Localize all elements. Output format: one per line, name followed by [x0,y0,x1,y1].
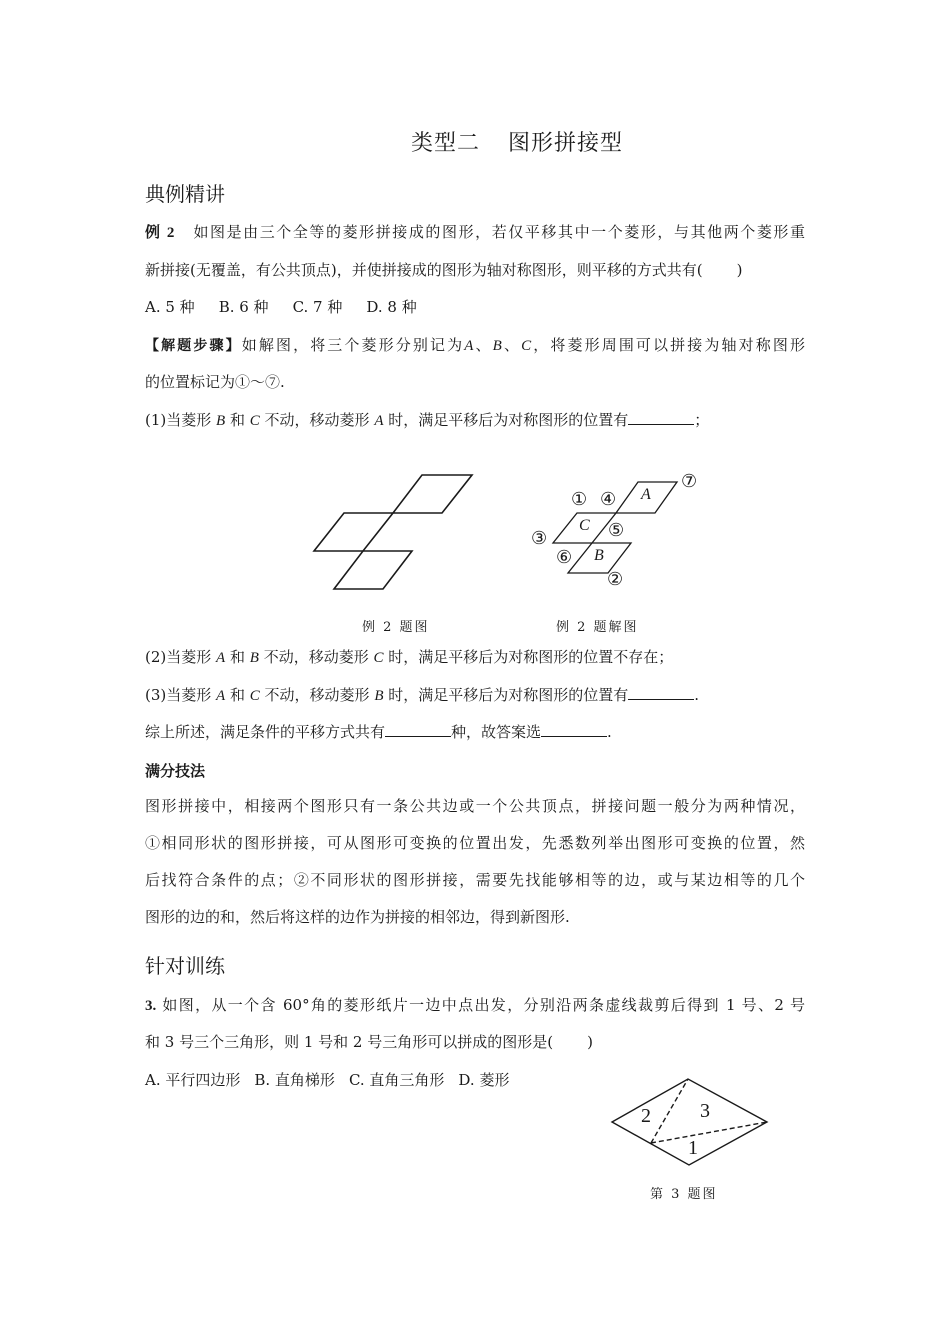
option-c: C. 直角三角形 [348,1071,445,1089]
rhombus-top [393,475,472,513]
figure-caption-2: 例 2 题解图 [556,620,639,635]
option-c: C. 7 种 [292,298,343,316]
var: B [216,413,226,429]
tips-line-2: ①相同形状的图形拼接，可从图形可变换的位置出发，先悉数列举出图形可变换的位置，然 [145,834,805,852]
step-text: (1)当菱形 [145,411,217,429]
triangle-label-3: 3 [700,1100,710,1122]
answer-blank-2[interactable] [628,685,694,700]
step-text: (3)当菱形 [145,686,217,704]
question-text-1: 如图，从一个含 60°角的菱形纸片一边中点出发，分别沿两条虚线裁剪后得到 1 号、2 号 [162,996,805,1014]
var: C [373,650,384,666]
pos-label-6: ⑥ [556,547,573,567]
step-text: 时，满足平移后为对称图形的位置有 [383,686,629,704]
pos-label-7: ⑦ [681,471,698,491]
summary-end: . [607,723,612,741]
triangle-label-1: 1 [688,1137,698,1159]
option-a: A. 5 种 [145,298,195,316]
answer-blank-count[interactable] [385,722,451,737]
var: A [216,688,226,704]
tips-line-4: 图形的边的和，然后将这样的边作为拼接的相邻边，得到新图形. [145,908,570,926]
rhombus-bottom [334,551,412,589]
rhombus-label-c: C [579,517,590,534]
option-b: B. 6 种 [218,298,269,316]
title-part1: 类型二 [410,131,480,156]
pos-label-1: ① [571,489,588,509]
step-text: 不动，移动菱形 [259,686,375,704]
summary-text: 种，故答案选 [451,723,542,741]
tips-heading: 满分技法 [145,762,206,780]
step-text: 和 [225,411,250,429]
step-2 [145,647,673,668]
rhombus-middle [314,513,393,551]
pos-label-3: ③ [531,528,548,548]
sep: 、 [501,336,522,354]
example-paren-end: ) [736,261,743,279]
option-a: A. 平行四边形 [145,1071,241,1089]
step-end: ； [694,411,710,429]
question-line-2 [145,1032,593,1052]
question-number: 3. [145,998,157,1014]
cut-line-2 [651,1122,767,1143]
step-text: 时，满足平移后为对称图形的位置有 [383,411,629,429]
solution-text: 如解图，将三个菱形分别记为 [241,336,465,354]
step-text: 和 [225,648,250,666]
rhombus-label-b: B [594,547,604,564]
question-paren-end: ) [587,1033,593,1051]
option-b: B. 直角梯形 [254,1071,335,1089]
solution-label: 【解题步骤】 [145,338,242,354]
pos-label-2: ② [607,569,624,589]
sep: 、 [473,336,493,354]
pos-label-4: ④ [600,489,617,509]
var: A [216,650,226,666]
var-a: A [464,338,474,354]
example-text-1: 如图是由三个全等的菱形拼接成的图形，若仅平移其中一个菱形，与其他两个菱形重 [193,223,805,241]
section-heading-examples: 典例精讲 [145,182,225,206]
tips-line-1: 图形拼接中，相接两个图形只有一条公共边或一个公共顶点，拼接问题一般分为两种情况， [145,797,805,815]
solution-text: ，将菱形周围可以拼接为轴对称图形 [531,336,805,354]
option-d: D. 菱形 [458,1071,510,1089]
var: B [249,650,259,666]
rhombus-label-a: A [641,486,651,503]
question-text-2: 和 3 号三个三角形，则 1 号和 2 号三角形可以拼成的图形是( [145,1033,554,1051]
triangle-label-2: 2 [641,1105,651,1127]
var: A [374,413,384,429]
step-text: 时，满足平移后为对称图形的位置不存在； [383,648,674,666]
answer-blank-choice[interactable] [541,722,607,737]
step-text: 不动，移动菱形 [259,411,375,429]
tips-line-3: 后找符合条件的点；②不同形状的图形拼接，需要先找能够相等的边，或与某边相等的几个 [145,871,805,889]
var: C [249,688,260,704]
step-text: 不动，移动菱形 [258,648,374,666]
cut-line-1 [651,1079,688,1143]
example-text-2: 新拼接(无覆盖，有公共顶点)，并使拼接成的图形为轴对称图形，则平移的方式共有( [145,261,703,279]
option-d: D. 8 种 [366,298,417,316]
var: C [249,413,260,429]
step-text: 和 [225,686,250,704]
step-3 [145,685,699,706]
section-heading-practice: 针对训练 [145,954,225,978]
pos-label-5: ⑤ [608,520,625,540]
summary-text: 综上所述，满足条件的平移方式共有 [145,723,386,741]
question-line-1 [145,995,805,1016]
step-text: (2)当菱形 [145,648,217,666]
figure-caption-3: 第 3 题图 [650,1187,718,1202]
var-c: C [521,338,532,354]
solution-line-2: 的位置标记为①～⑦. [145,373,285,391]
summary-line [145,722,612,742]
question-options [145,1070,523,1090]
example-label: 例 2 [145,225,175,241]
figure-caption-1: 例 2 题图 [362,620,430,635]
var-b: B [492,338,502,354]
title-part2: 图形拼接型 [508,131,624,156]
step-end: . [694,686,700,704]
var: B [374,688,384,704]
